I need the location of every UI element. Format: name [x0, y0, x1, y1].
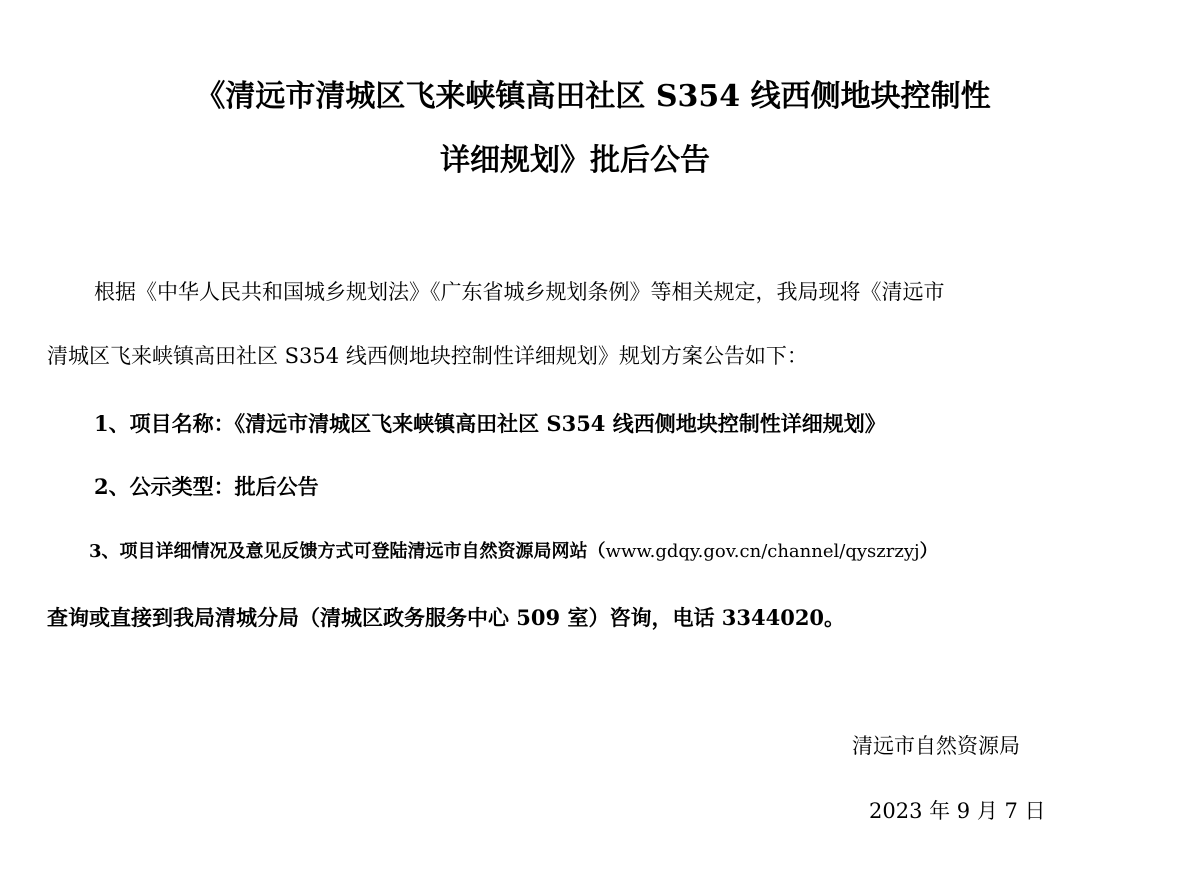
item-details-line-1: [89, 543, 938, 561]
website-link[interactable]: www.gdqy.gov.cn/channel/qyszrzyj: [605, 541, 920, 562]
item-details-suffix: ）: [919, 541, 938, 562]
item-details-line-2: 查询或直接到我局清城分局（清城区政务服务中心 509 室）咨询，电话 3344020。: [47, 605, 846, 630]
signature-organization: 清远市自然资源局: [852, 734, 1020, 758]
intro-paragraph-line-1: 根据《中华人民共和国城乡规划法》《广东省城乡规划条例》等相关规定，我局现将《清远市: [94, 280, 945, 304]
intro-paragraph-line-2: 清城区飞来峡镇高田社区 S354 线西侧地块控制性详细规划》规划方案公告如下：: [47, 344, 808, 368]
document-title-line-2: 详细规划》批后公告: [440, 143, 710, 178]
item-project-name: 1、项目名称：《清远市清城区飞来峡镇高田社区 S354 线西侧地块控制性详细规划》: [94, 411, 886, 436]
item-details-prefix: 3、项目详细情况及意见反馈方式可登陆清远市自然资源局网站（: [89, 541, 606, 562]
item-notice-type: 2、公示类型：批后公告: [94, 474, 319, 499]
signature-date: 2023 年 9 月 7 日: [869, 799, 1046, 823]
document-title-line-1: 《清远市清城区飞来峡镇高田社区 S354 线西侧地块控制性: [195, 79, 991, 114]
